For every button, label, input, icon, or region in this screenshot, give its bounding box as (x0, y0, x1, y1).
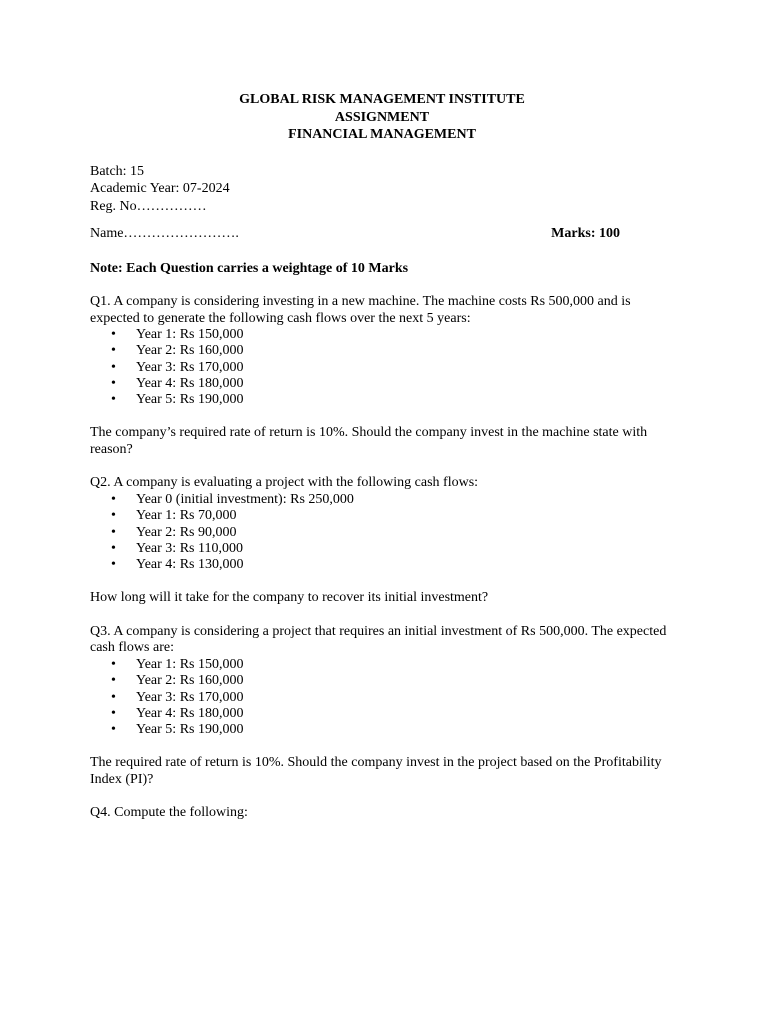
list-item: • Year 1: Rs 150,000 (111, 656, 244, 672)
name-line: Name……………………. (90, 226, 239, 241)
bullet-icon: • (111, 656, 116, 672)
bullet-icon: • (111, 491, 116, 507)
list-item: • Year 2: Rs 90,000 (111, 524, 237, 540)
bullet-icon: • (111, 524, 116, 540)
list-item: • Year 4: Rs 180,000 (111, 375, 244, 391)
bullet-icon: • (111, 705, 116, 721)
weightage-note: Note: Each Question carries a weightage of 10 Marks (90, 260, 409, 276)
bullet-icon: • (111, 375, 116, 391)
document-header (94, 91, 670, 144)
question-2-text: Q2. A company is evaluating a project with the following cash flows: (90, 475, 479, 491)
list-item: • Year 5: Rs 190,000 (111, 392, 244, 408)
batch-line: Batch: 15 (90, 163, 145, 179)
bullet-icon: • (111, 722, 116, 738)
question-1-cashflow-list (90, 327, 670, 408)
question-3-cashflow-list (90, 657, 670, 738)
academic-year-line: Academic Year: 07-2024 (90, 181, 230, 196)
bullet-icon: • (111, 689, 116, 705)
bullet-icon: • (111, 540, 116, 556)
question-4-text: Q4. Compute the following: (90, 805, 248, 821)
list-item: • Year 2: Rs 160,000 (111, 673, 244, 689)
reg-no-line: Reg. No…………… (90, 198, 207, 214)
list-item: • Year 3: Rs 110,000 (111, 540, 243, 556)
question-1-followup: The company’s required rate of return is 10%. Should the company invest in the machine state with reason? (90, 425, 648, 457)
bullet-icon: • (111, 327, 116, 342)
list-item: • Year 4: Rs 130,000 (111, 557, 244, 573)
question-1-text: Q1. A company is considering investing in a new machine. The machine costs Rs 500,000 and is expected to generate the following cash flows over the next 5 years: (90, 294, 631, 326)
bullet-icon: • (111, 557, 116, 573)
list-item: • Year 5: Rs 190,000 (111, 722, 244, 738)
list-item: • Year 1: Rs 150,000 (111, 327, 244, 342)
list-item: • Year 0 (initial investment): Rs 250,000 (111, 491, 354, 507)
list-item: • Year 3: Rs 170,000 (111, 359, 244, 375)
question-2-cashflow-list (90, 492, 670, 573)
list-item: • Year 1: Rs 70,000 (111, 508, 237, 524)
question-2-followup: How long will it take for the company to recover its initial investment? (90, 590, 489, 606)
bullet-icon: • (111, 673, 116, 689)
list-item: • Year 4: Rs 180,000 (111, 705, 244, 721)
marks-label: Marks: 100 (551, 226, 620, 241)
assignment-title: ASSIGNMENT (334, 109, 430, 125)
institute-title: GLOBAL RISK MANAGEMENT INSTITUTE (239, 92, 525, 107)
bullet-icon: • (111, 359, 116, 375)
list-item: • Year 3: Rs 170,000 (111, 689, 244, 705)
question-3-text: Q3. A company is considering a project that requires an initial investment of Rs 500,000. The expected cash flows are: (90, 623, 667, 656)
assignment-page (90, 91, 670, 822)
question-3-followup: The required rate of return is 10%. Should the company invest in the project based on the Profitability Index (PI)? (90, 755, 662, 787)
bullet-icon: • (111, 392, 116, 408)
bullet-icon: • (111, 343, 116, 359)
list-item: • Year 2: Rs 160,000 (111, 343, 244, 359)
bullet-icon: • (111, 508, 116, 524)
subject-title: FINANCIAL MANAGEMENT (288, 127, 476, 142)
name-marks-row (90, 225, 620, 243)
student-meta (90, 163, 670, 216)
